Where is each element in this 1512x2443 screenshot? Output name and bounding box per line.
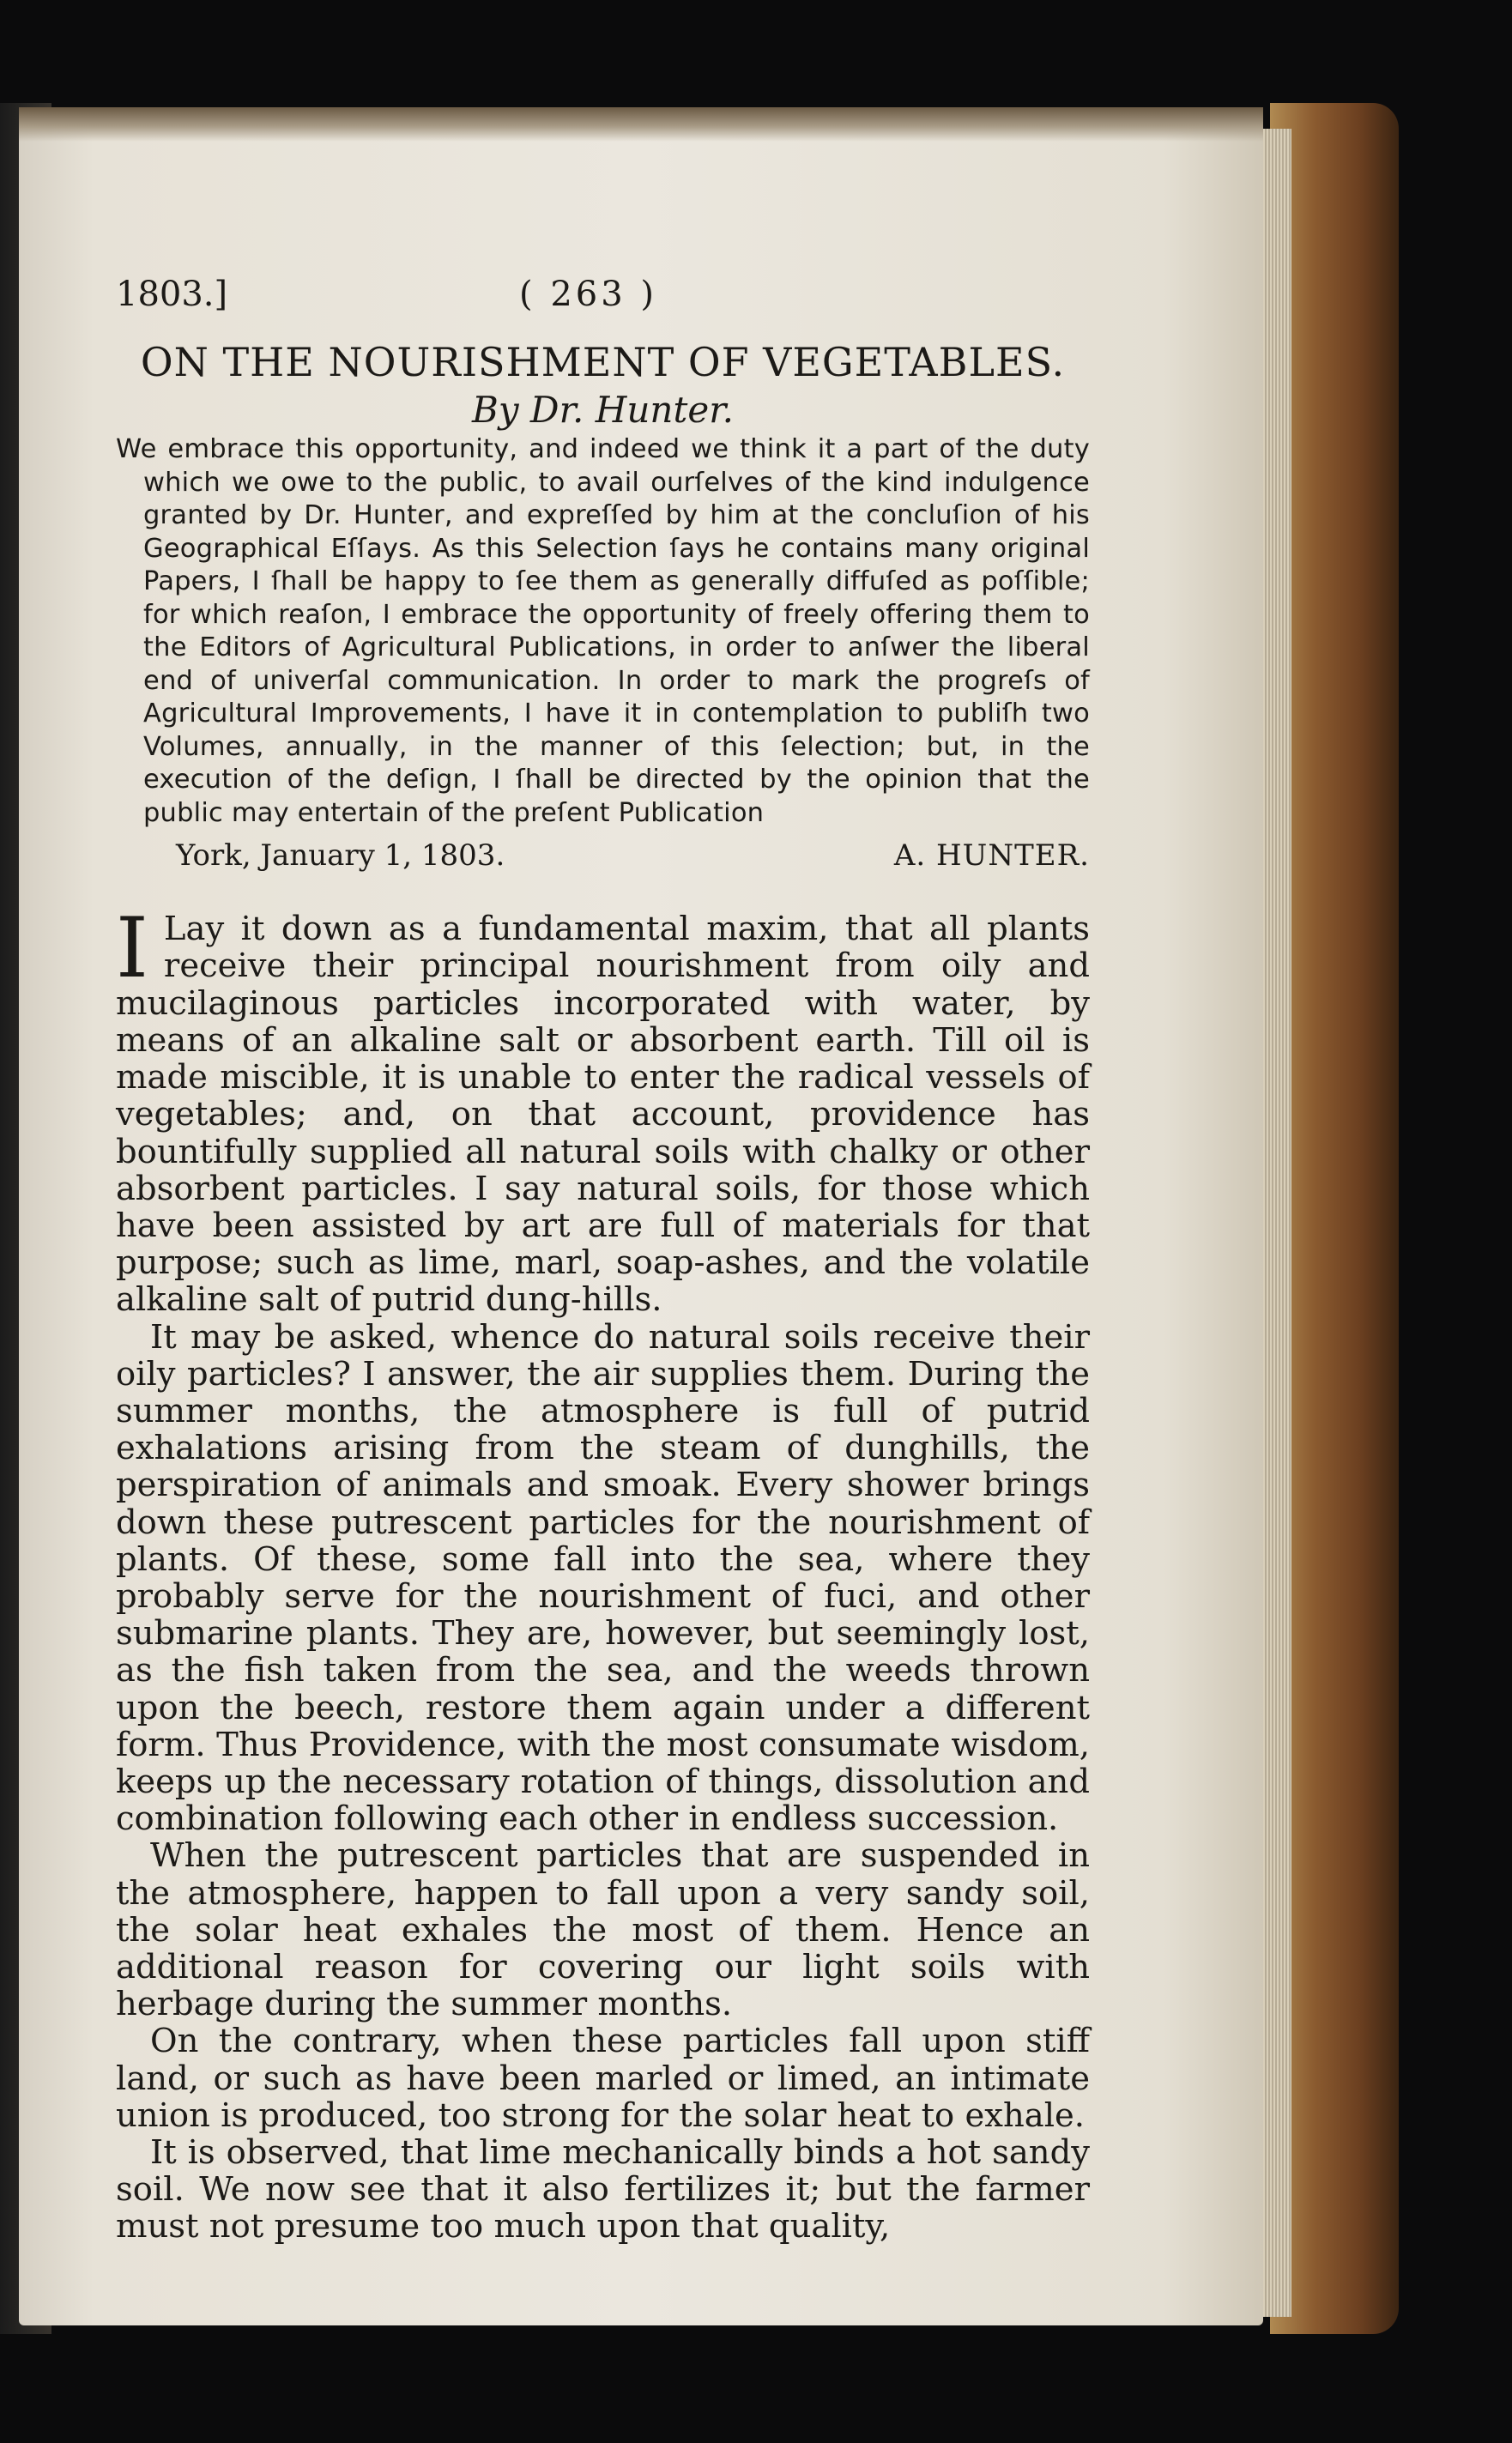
signature-line bbox=[116, 838, 1090, 885]
paragraph-5: It is observed, that lime mechanically binds a hot sandy soil. We now see that it also fertilizes it; but the farmer must not presume too much upon that quality, bbox=[116, 2132, 1090, 2246]
place-date: York, January 1, 1803. bbox=[176, 838, 505, 874]
running-head bbox=[116, 275, 1090, 326]
preface-text: We embrace this opportunity, and indeed we think it a part of the duty which we owe to the public, to avail ourſelves of the kind indulgence granted by Dr. Hunter, and expreſſed by him at the concluſion of his Geographical Eſſays. As this Selection ſays he contains many original Papers, I ſhall be happy to ſee them as generally diffuſed as poſſible; for which reaſon, I embrace the opportunity of freely offering them to the Editors of Agricultural Publications, in order to anſwer the liberal end of univerſal communication. In order to mark the progreſs of Agricultural Improvements, I have it in contemplation to publiſh two Volumes, annually, in the manner of this ſelection; but, in the execution of the deſign, I ſhall be directed by the opinion that the public may entertain of the preſent Publication bbox=[116, 434, 1090, 828]
page-content bbox=[116, 275, 1090, 2246]
paragraph-2: It may be asked, whence do natural soils receive their oily particles? I answer, the air supplies them. During the summer months, the atmosphere is full of putrid exhalations arising from the steam of dunghills, the perspiration of animals and smoak. Every shower brings down these putrescent particles for the nourishment of plants. Of these, some fall into the sea, where they probably serve for the nourishment of fuci, and other submarine plants. They are, however, but seemingly lost, as the fish taken from the sea, and the weeds thrown upon the beech, restore them again under a different form. Thus Providence, with the most consumate wisdom, keeps up the necessary rotation of things, dissolution and combination following each other in endless succession. bbox=[116, 1317, 1090, 1839]
article-byline: By Dr. Hunter. bbox=[471, 388, 735, 431]
article-title: ON THE NOURISHMENT OF VEGETABLES. bbox=[140, 339, 1066, 385]
drop-cap: I bbox=[116, 900, 148, 997]
editorial-preface bbox=[116, 433, 1090, 830]
running-head-year: 1803.] bbox=[116, 275, 228, 314]
paragraph-1 bbox=[116, 900, 1090, 1320]
author-signature: A. HUNTER. bbox=[893, 838, 1090, 874]
paragraph-4: On the contrary, when these particles fall upon stiff land, or such as have been marled or limed, an intimate union is produced, too strong for the solar heat to exhale. bbox=[116, 2022, 1090, 2135]
paragraph-3: When the putrescent particles that are suspended in the atmosphere, happen to fall upon a very sandy soil, the solar heat exhales the most of them. Hence an additional reason for covering our light soils with herbage during the summer months. bbox=[116, 1836, 1090, 2024]
page-top-shadow bbox=[19, 107, 1263, 142]
paragraph-1-text: Lay it down as a fundamental maxim, that all plants receive their principal nourishment from oily and mucilaginous particles incorporated with water, by means of an alkaline salt or absorbent earth. Till oil is made miscible, it is unable to enter the radical vessels of vegetables; and, on that account, providence has bountifully supplied all natural soils with chalky or other absorbent particles. I say natural soils, for those which have been assisted by art are full of materials for that purpose; such as lime, marl, soap-ashes, and the volatile alkaline salt of putrid dung-hills. bbox=[116, 910, 1090, 1320]
article-body bbox=[116, 900, 1090, 2246]
page-number: ( 263 ) bbox=[519, 275, 657, 314]
